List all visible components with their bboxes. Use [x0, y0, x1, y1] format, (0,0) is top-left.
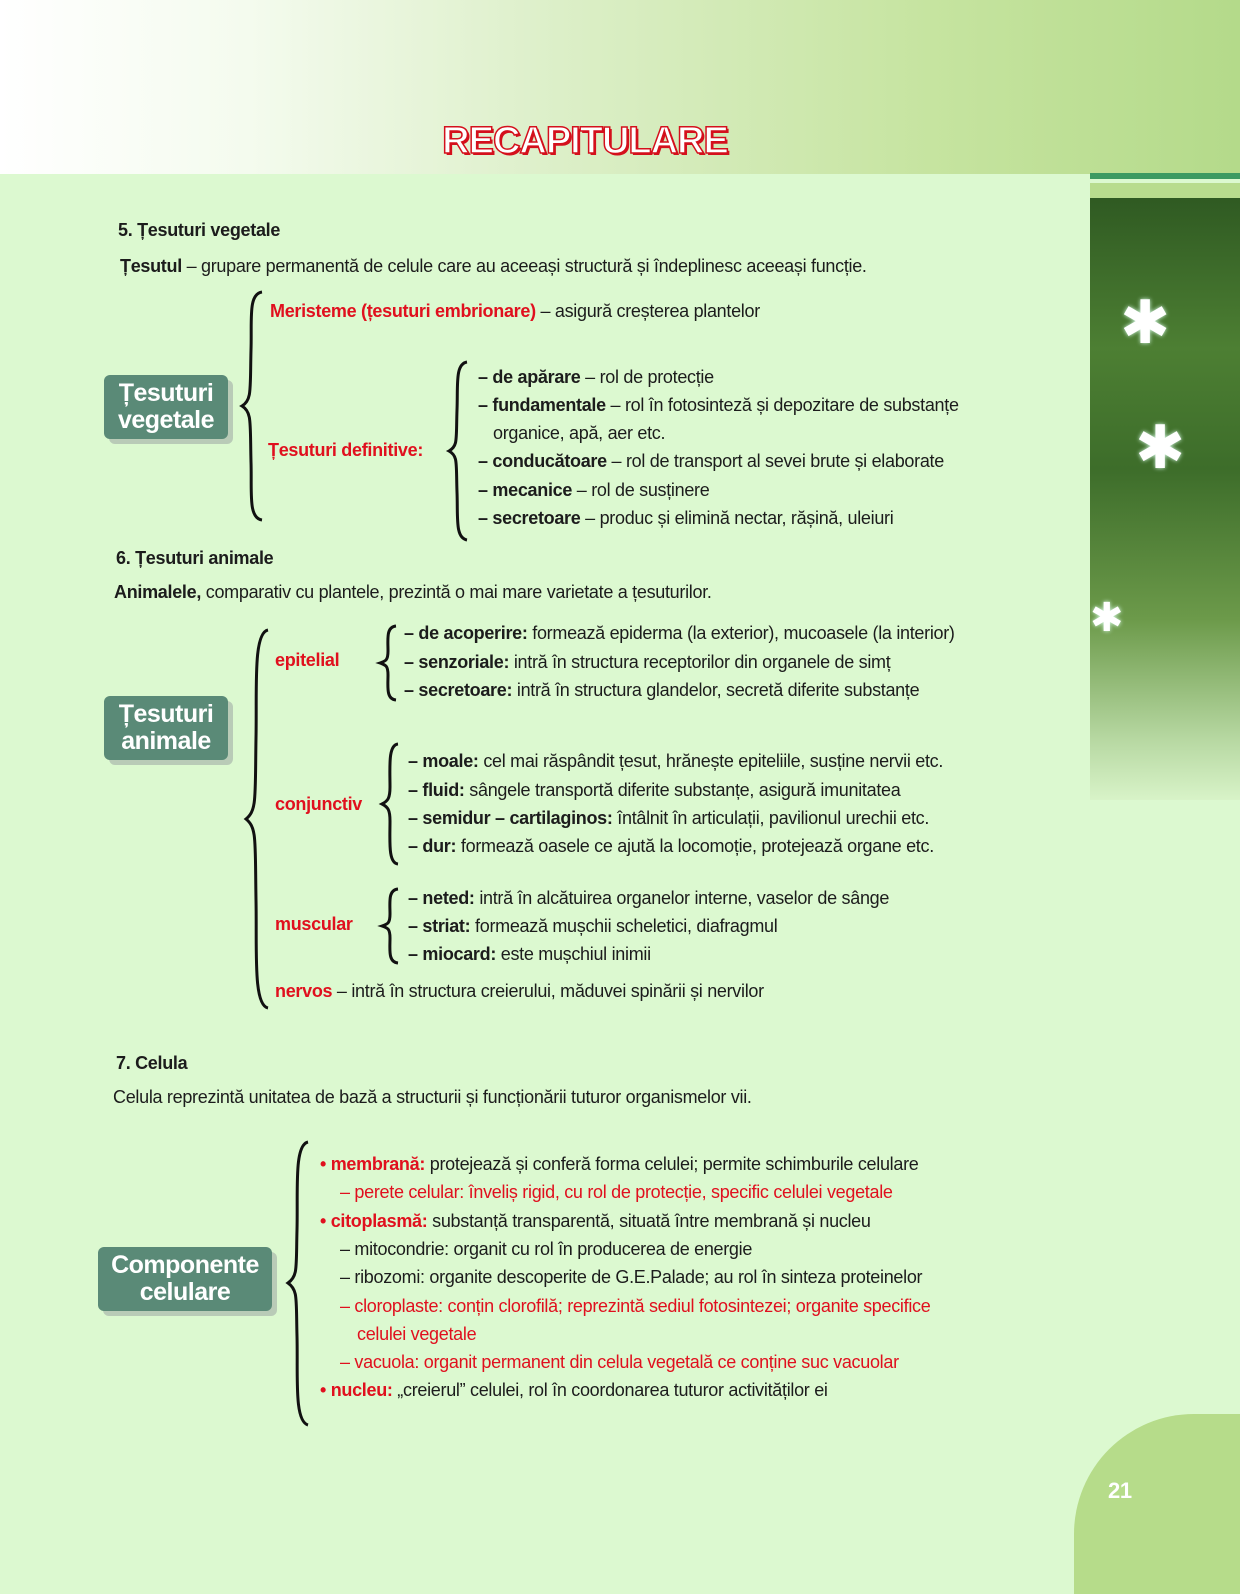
- term: – secretoare:: [404, 680, 513, 700]
- description: substanță transparentă, situată între membrană și nucleu: [427, 1211, 871, 1231]
- list-item: [404, 679, 919, 701]
- list-item: – perete celular: înveliș rigid, cu rol de protecție, specific celulei vegetale: [340, 1182, 893, 1202]
- description: „creierul” celulei, rol în coordonarea tuturor activităților ei: [392, 1380, 828, 1400]
- list-item: [478, 366, 714, 388]
- list-item: – vacuola: organit permanent din celula vegetală ce conține suc vacuolar: [340, 1352, 899, 1372]
- section-heading: 7. Celula: [116, 1053, 188, 1073]
- list-item: [408, 835, 934, 857]
- list-item: [493, 422, 665, 444]
- page-corner-decoration: [1074, 1414, 1240, 1594]
- description: formează mușchii scheletici, diafragmul: [470, 916, 778, 936]
- description: cel mai răspândit țesut, hrănește epiteliile, susține nervii etc.: [478, 751, 944, 771]
- term: – striat:: [408, 916, 471, 936]
- decorative-stripe: [1090, 173, 1240, 179]
- definition-text: – grupare permanentă de celule care au aceeași structură și îndeplinesc aceeași funcție.: [181, 256, 867, 276]
- brace-icon: [447, 360, 469, 542]
- concept-box-plant-tissues: Țesuturi vegetale: [104, 375, 228, 439]
- term: – fluid:: [408, 780, 465, 800]
- brace-icon: [240, 290, 264, 522]
- description: intră în alcătuirea organelor interne, vaselor de sânge: [474, 888, 890, 908]
- list-item: [320, 1379, 828, 1401]
- term: – neted:: [408, 888, 475, 908]
- term: Animalele,: [114, 582, 202, 602]
- description: este mușchiul inimii: [496, 944, 651, 964]
- term: • citoplasmă:: [320, 1211, 428, 1231]
- term: – moale:: [408, 751, 479, 771]
- term: • nucleu:: [320, 1380, 393, 1400]
- definitive-label: Țesuturi definitive:: [268, 440, 424, 460]
- page-title: RECAPITULARE: [442, 120, 728, 162]
- list-item: [408, 750, 943, 772]
- list-item: [478, 394, 959, 416]
- category-label: epitelial: [275, 650, 340, 670]
- list-item: [478, 450, 944, 472]
- description: – intră în structura creierului, măduvei spinării și nervilor: [332, 981, 764, 1001]
- list-item: [320, 1210, 871, 1232]
- description: organice, apă, aer etc.: [493, 423, 666, 443]
- description: – rol de susținere: [572, 480, 710, 500]
- term: • membrană:: [320, 1154, 426, 1174]
- term: – miocard:: [408, 944, 497, 964]
- intro-line: Celula reprezintă unitatea de bază a structurii și funcționării tuturor organismelor vii.: [113, 1087, 752, 1107]
- flower-icon: ✱: [1135, 414, 1185, 481]
- decorative-stripe: [1090, 183, 1240, 198]
- term: – semidur – cartilaginos:: [408, 808, 613, 828]
- brace-icon: [380, 742, 400, 866]
- list-item: [478, 479, 709, 501]
- nervos-line: [275, 980, 764, 1002]
- category-label: nervos: [275, 981, 333, 1001]
- list-item: [408, 915, 777, 937]
- term: – secretoare: [478, 508, 581, 528]
- term: – conducătoare: [478, 451, 607, 471]
- term: Meristeme (țesuturi embrionare): [270, 301, 536, 321]
- description: protejează și conferă forma celulei; permite schimburile celulare: [425, 1154, 919, 1174]
- category-label: muscular: [275, 914, 353, 934]
- description: – produc și elimină nectar, rășină, uleiuri: [580, 508, 894, 528]
- list-item: [404, 622, 955, 644]
- brace-icon: [378, 624, 398, 702]
- description: întâlnit în articulații, pavilionul urechii etc.: [612, 808, 930, 828]
- description: formează epiderma (la exterior), mucoasele (la interior): [527, 623, 955, 643]
- list-item: [408, 779, 900, 801]
- term: – de apărare: [478, 367, 581, 387]
- description: – asigură creșterea plantelor: [535, 301, 760, 321]
- section-heading: 6. Țesuturi animale: [116, 548, 274, 568]
- list-item: celulei vegetale: [357, 1324, 477, 1344]
- flower-icon: ✱: [1090, 596, 1124, 640]
- list-item: – cloroplaste: conțin clorofilă; reprezintă sediul fotosintezei; organite specifice: [340, 1296, 931, 1316]
- flower-icon: ✱: [1120, 289, 1170, 356]
- term: – senzoriale:: [404, 652, 510, 672]
- description: sângele transportă diferite substanțe, asigură imunitatea: [464, 780, 901, 800]
- term: – dur:: [408, 836, 457, 856]
- list-item: – mitocondrie: organit cu rol în producerea de energie: [340, 1239, 753, 1259]
- description: formează oasele ce ajută la locomoție, protejează organe etc.: [456, 836, 934, 856]
- list-item: – ribozomi: organite descoperite de G.E.Palade; au rol în sinteza proteinelor: [340, 1267, 923, 1287]
- term: Țesutul: [120, 256, 182, 276]
- concept-box-animal-tissues: Țesuturi animale: [104, 696, 228, 760]
- concept-box-cell-components: Componente celulare: [98, 1247, 272, 1311]
- list-item: [404, 651, 890, 673]
- brace-icon: [286, 1140, 310, 1428]
- term: – fundamentale: [478, 395, 606, 415]
- term: – mecanice: [478, 480, 573, 500]
- description: – rol în fotosinteză și depozitare de substanțe: [605, 395, 959, 415]
- intro-line: [114, 581, 712, 603]
- list-item: [478, 507, 893, 529]
- list-item: [408, 887, 889, 909]
- section-heading: 5. Țesuturi vegetale: [118, 220, 281, 240]
- brace-icon: [380, 887, 400, 965]
- list-item: [320, 1153, 918, 1175]
- term: – de acoperire:: [404, 623, 528, 643]
- brace-icon: [244, 628, 270, 1010]
- description: – rol de transport al sevei brute și elaborate: [606, 451, 944, 471]
- page-number: 21: [1108, 1478, 1132, 1503]
- description: intră în structura glandelor, secretă diferite substanțe: [512, 680, 920, 700]
- description: comparativ cu plantele, prezintă o mai mare varietate a țesuturilor.: [201, 582, 712, 602]
- description: intră în structura receptorilor din organele de simț: [509, 652, 891, 672]
- description: – rol de protecție: [580, 367, 714, 387]
- meristeme-line: [270, 300, 760, 322]
- category-label: conjunctiv: [275, 794, 363, 814]
- list-item: [408, 943, 651, 965]
- jasmine-flowers-photo: [1090, 198, 1240, 800]
- list-item: [408, 807, 929, 829]
- definition: [120, 255, 867, 277]
